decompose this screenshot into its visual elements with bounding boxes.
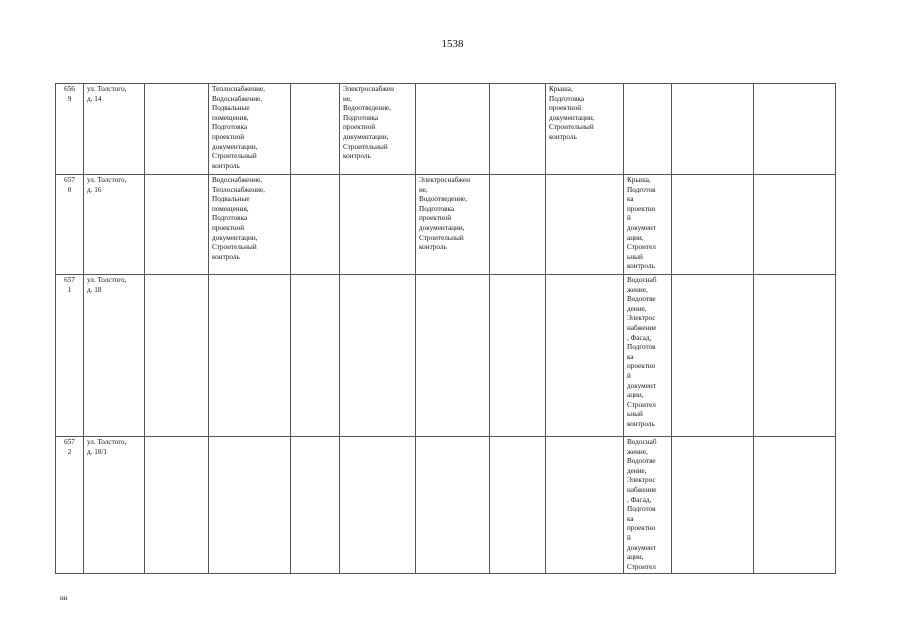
page-number: 1538 <box>441 38 464 50</box>
table-row <box>56 84 836 175</box>
row-number: 657 0 <box>64 176 75 194</box>
footer-mark: нн <box>60 594 68 602</box>
table-cell: Крыша, Подготовка проектной документации, Строительный контроль <box>549 85 595 141</box>
address: ул. Толстого, д. 18 <box>87 276 127 294</box>
table-row <box>56 175 836 275</box>
table-row <box>56 437 836 574</box>
table-row <box>56 275 836 437</box>
table-cell: Водоснабжение, Теплоснабжение, Подвальные помещения, Подготовка проектной документации, Строительный контроль <box>212 176 265 261</box>
works-table <box>55 83 836 574</box>
table-cell: Водоснаб жение, Водоотве дение, Электрос набжение , Фасад, Подготов ка проектно й документ ации, Строител <box>627 438 657 571</box>
table-cell: Электроснабжен ие, Водоотведение, Подготовка проектной документации, Строительный контроль <box>343 85 395 161</box>
row-number: 657 1 <box>64 276 75 294</box>
row-number: 656 9 <box>64 85 75 103</box>
address: ул. Толстого, д. 16 <box>87 176 127 194</box>
row-number: 657 2 <box>64 438 75 456</box>
table-cell: Водоснаб жение, Водоотве дение, Электрос набжение , Фасад, Подготов ка проектно й документ ации, Строител ьный контроль <box>627 276 657 428</box>
table-cell: Электроснабжен ие, Водоотведение, Подготовка проектной документации, Строительный контроль <box>419 176 471 252</box>
address: ул. Толстого, д. 14 <box>87 85 127 103</box>
table-cell: Теплоснабжение, Водоснабжение, Подвальные помещения, Подготовка проектной документации, Строительный контроль <box>212 85 265 170</box>
address: ул. Толстого, д. 18/1 <box>87 438 127 456</box>
table-cell: Крыша, Подготов ка проектно й документ ации, Строител ьный контроль <box>627 176 656 271</box>
